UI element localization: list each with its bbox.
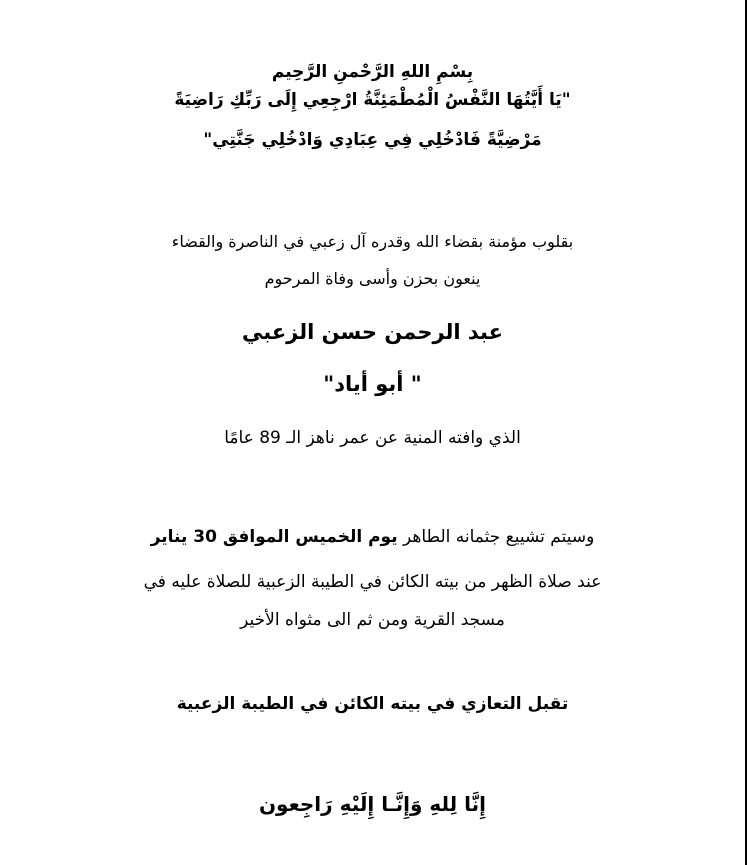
funeral-prefix: وسيتم تشييع جثمانه الطاهر <box>397 527 595 547</box>
condolences-line: تقبل التعازي في بيته الكائن في الطيبة الزعبية <box>176 694 569 714</box>
deceased-name: عبد الرحمن حسن الزعبي <box>242 320 503 344</box>
prayer-line-1: عند صلاة الظهر من بيته الكائن في الطيبة الزعبية للصلاة عليه في <box>143 572 602 592</box>
prayer-line-2: مسجد القرية ومن ثم الى مثواه الأخير <box>240 610 505 630</box>
quran-verse-line-1: "يَا أَيَّتُهَا النَّفْسُ الْمُطْمَئِنَّةُ ارْجِعِي إِلَى رَبِّكِ رَاضِيَةً <box>174 90 571 110</box>
intro-line-1: بقلوب مؤمنة بقضاء الله وقدره آل زعبي في الناصرة والقضاء <box>171 232 574 251</box>
funeral-line <box>0 527 745 547</box>
intro-line-2: ينعون بحزن وأسى وفاة المرحوم <box>264 269 481 288</box>
age-line: الذي وافته المنية عن عمر ناهز الـ 89 عامًا <box>224 428 521 448</box>
basmala: بِسْمِ اللهِ الرَّحْمنِ الرَّحِيم <box>271 62 474 82</box>
closing-verse: إِنَّا لِلهِ وَإِنَّـا إِلَيْهِ رَاجِعون <box>258 792 486 816</box>
deceased-nickname: " أبو أياد" <box>323 372 422 396</box>
quran-verse-line-2: مَرْضِيَّةً فَادْخُلِي فِي عِبَادِي وَادْخُلِي جَنَّتِي" <box>203 130 542 150</box>
funeral-date: يوم الخميس الموافق 30 يناير <box>150 527 398 547</box>
